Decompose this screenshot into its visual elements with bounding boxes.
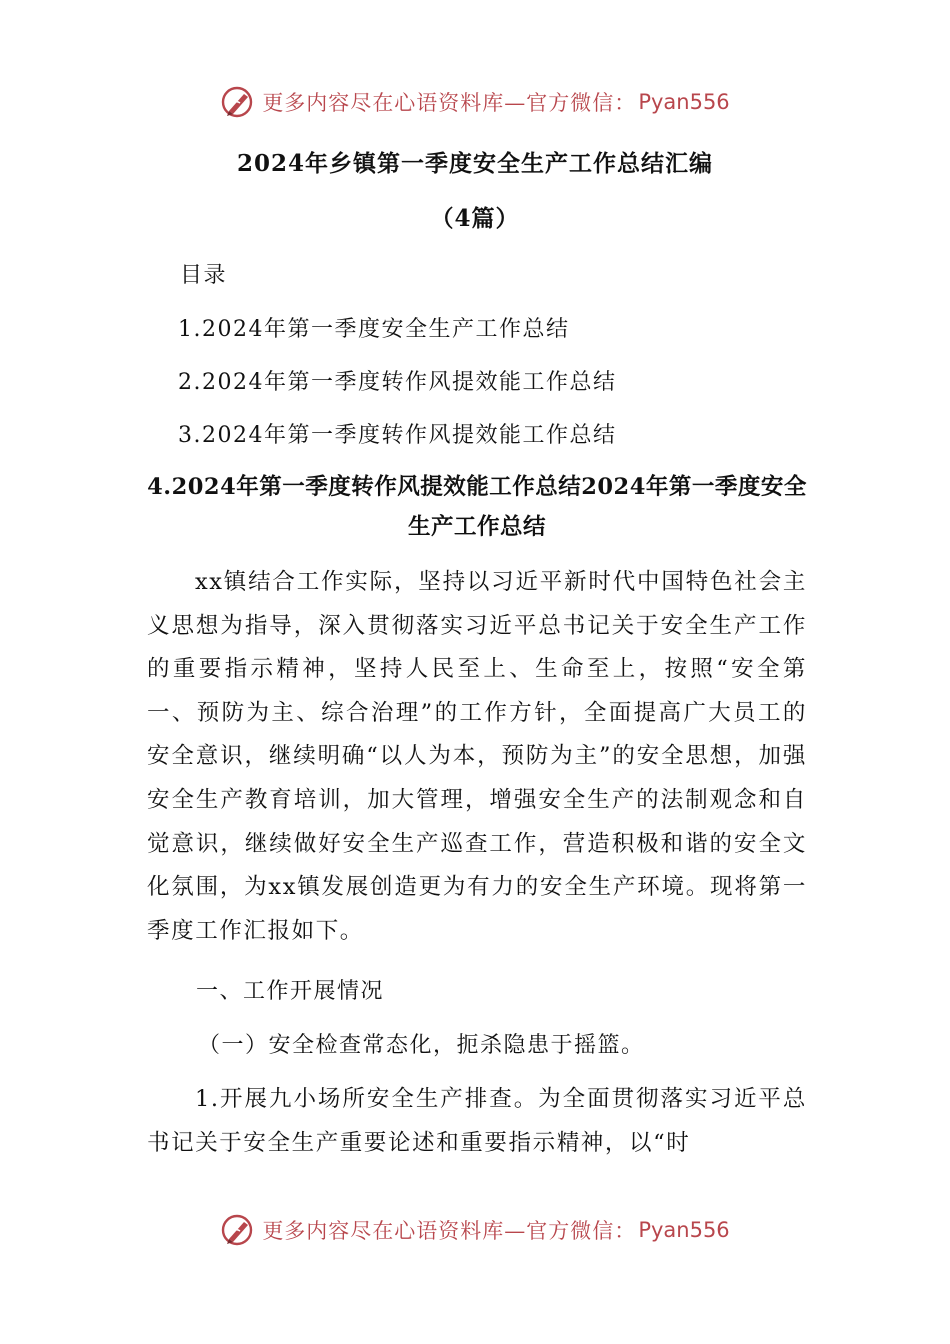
toc-label: 目录	[180, 263, 228, 288]
section-heading-1: 一、工作开展情况	[196, 979, 385, 1004]
toc-item-3[interactable]: 3.2024年第一季度转作风提效能工作总结	[178, 423, 617, 448]
document-subtitle: （4篇）	[430, 205, 520, 232]
subsection-heading-1: （一）安全检查常态化，扼杀隐患于摇篮。	[198, 1033, 645, 1058]
pen-logo-icon	[220, 84, 256, 120]
footer-banner-text: 更多内容尽在心语资料库—官方微信：	[262, 1219, 637, 1243]
pen-logo-icon	[220, 1212, 256, 1248]
header-banner-text: 更多内容尽在心语资料库—官方微信：	[262, 91, 637, 115]
toc-item-4-and-article-heading: 4.2024年第一季度转作风提效能工作总结2024年第一季度安全生产工作总结	[147, 474, 807, 540]
footer-wechat-id: Pyan556	[638, 1218, 730, 1242]
intro-paragraph: xx镇结合工作实际，坚持以习近平新时代中国特色社会主义思想为指导，深入贯彻落实习近平总书记关于安全生产工作的重要指示精神，坚持人民至上、生命至上，按照“安全第一、预防为主、综合治理”的工作方针，全面提高广大员工的安全意识，继续明确“以人为本，预防为主”的安全思想，加强安全生产教育培训，加大管理，增强安全生产的法制观念和自觉意识，继续做好安全生产巡查工作，营造积极和谐的安全文化氛围，为xx镇发展创造更为有力的安全生产环境。现将第一季度工作汇报如下。	[147, 569, 807, 944]
toc-item-1[interactable]: 1.2024年第一季度安全生产工作总结	[178, 317, 570, 342]
header-banner	[0, 82, 950, 122]
toc-item-2[interactable]: 2.2024年第一季度转作风提效能工作总结	[178, 370, 617, 395]
item-1-paragraph: 1.开展九小场所安全生产排查。为全面贯彻落实习近平总书记关于安全生产重要论述和重要指示精神，以“时	[147, 1086, 807, 1156]
footer-banner	[0, 1210, 950, 1250]
document-title: 2024年乡镇第一季度安全生产工作总结汇编	[236, 150, 713, 177]
header-wechat-id: Pyan556	[638, 90, 730, 114]
